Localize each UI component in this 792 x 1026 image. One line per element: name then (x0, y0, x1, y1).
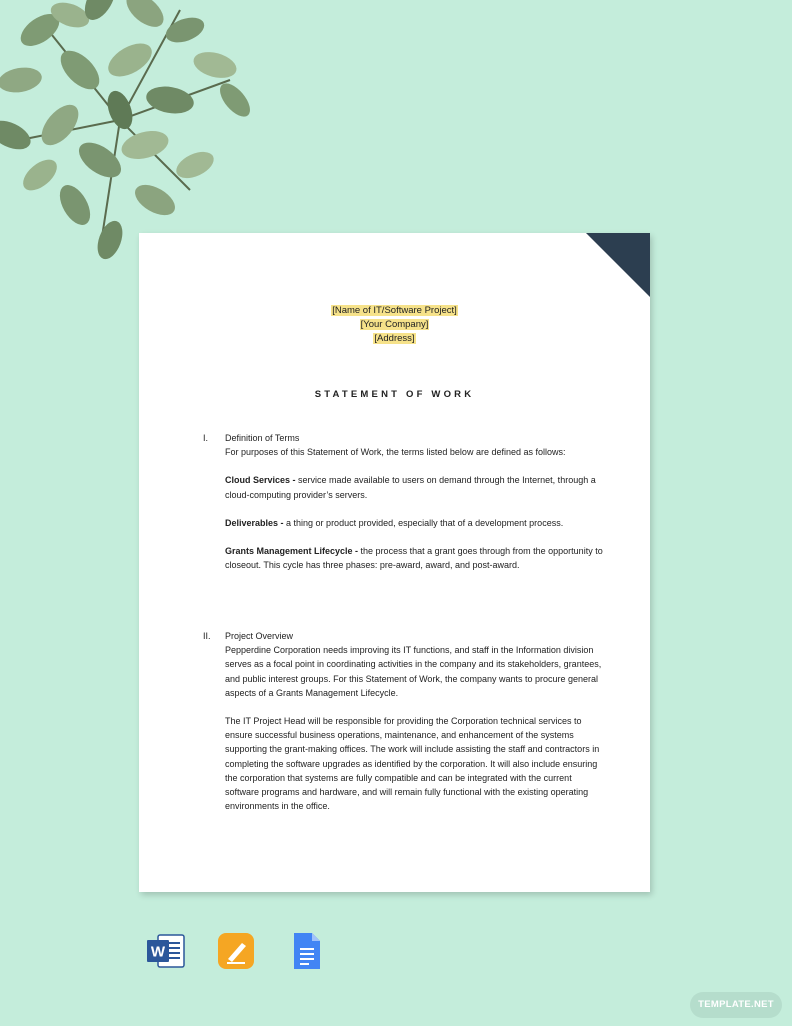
section-title: Definition of Terms (225, 433, 300, 443)
term-definition (225, 473, 603, 501)
term-name: Cloud Services - (225, 475, 296, 486)
pages-icon[interactable] (216, 931, 256, 971)
corner-fold (586, 233, 650, 297)
document-page (139, 233, 650, 892)
section-number: II. (203, 631, 211, 641)
overview-paragraph: The IT Project Head will be responsible for providing the Corporation technical services to ensure successful business operations, maintenance, and enhancement of the systems supporting the grant-making offices. The work will include assisting the staff and contractors in completing the software upgrades as identified by the corporation. It will also include ensuring the corporation that systems are fully compatible and can be integrated with the current software programs and hardware, and will remain fully functional with the existing operating environments in the office. (225, 716, 600, 812)
document-header (139, 304, 650, 346)
app-icons (146, 931, 326, 971)
term-text: a thing or product provided, especially that of a development process. (283, 517, 564, 528)
term-text: the process that a grant goes through from the opportunity to closeout. This cycle has three phases: pre-award, award, and post-award. (225, 546, 603, 571)
section-project-overview (203, 629, 603, 813)
document-title: STATEMENT OF WORK (314, 389, 475, 400)
word-letter: W (150, 943, 166, 961)
term-definition (225, 516, 603, 530)
term-definition (225, 544, 603, 572)
section-intro: For purposes of this Statement of Work, the terms listed below are defined as follows: (225, 447, 566, 458)
word-icon[interactable] (146, 931, 186, 971)
brand-badge[interactable]: TEMPLATE.NET (690, 992, 782, 1018)
term-name: Deliverables - (225, 517, 284, 528)
google-docs-icon[interactable] (286, 931, 326, 971)
address-placeholder: [Address] (374, 333, 415, 344)
project-name-placeholder: [Name of IT/Software Project] (332, 305, 457, 316)
section-definitions (203, 431, 603, 572)
term-name: Grants Management Lifecycle - (225, 546, 359, 557)
company-placeholder: [Your Company] (360, 319, 429, 330)
section-number: I. (203, 433, 209, 443)
term-text: service made available to users on demand through the Internet, through a cloud-computing provider’s servers. (225, 475, 596, 500)
section-title: Project Overview (225, 631, 294, 641)
overview-paragraph: Pepperdine Corporation needs improving its IT functions, and staff in the Information division serves as a focal point in coordinating activities in the company and its stakeholders, grantees, and public interest groups. For this Statement of Work, the company wants to procure general aspects of a Grants Management Lifecycle. (225, 645, 602, 698)
